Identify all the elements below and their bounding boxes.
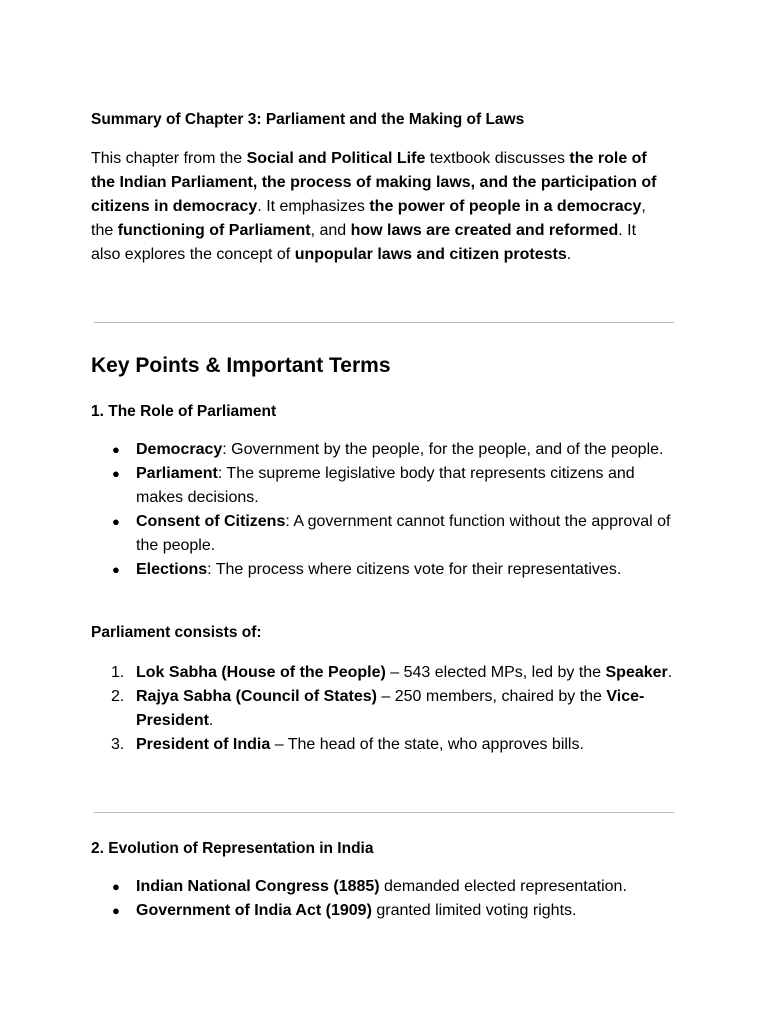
intro-segment: , and (310, 222, 351, 239)
term-tail: . (667, 664, 673, 681)
list-item (91, 899, 681, 923)
term-description: : Government by the people, for the people, and of the people. (222, 441, 664, 458)
role-bullet-list (91, 438, 681, 582)
term-description: demanded elected representation. (379, 878, 627, 895)
bullet-icon: ● (112, 442, 120, 457)
list-item (91, 685, 681, 733)
term-description: – 250 members, chaired by the (376, 688, 607, 705)
subsection-heading-evolution: 2. Evolution of Representation in India (91, 840, 374, 857)
intro-paragraph (91, 147, 661, 267)
intro-segment-bold: the power of people in a democracy (369, 198, 642, 215)
bullet-icon: ● (112, 514, 120, 529)
list-item (91, 661, 681, 685)
term-label: Consent of Citizens (136, 513, 286, 530)
intro-segment: . It also explores the concept of (91, 222, 637, 263)
intro-segment: , the (91, 198, 646, 239)
bullet-icon: ● (112, 903, 120, 918)
horizontal-divider (94, 322, 674, 323)
term-description: : A government cannot function without the approval of the people. (136, 513, 671, 554)
subsection-heading-role: 1. The Role of Parliament (91, 403, 277, 420)
term-label-secondary: Speaker (605, 664, 668, 681)
intro-segment: . (566, 246, 572, 263)
term-label: Indian National Congress (1885) (136, 878, 380, 895)
term-description: : The supreme legislative body that represents citizens and makes decisions. (136, 465, 635, 506)
intro-segment-bold: functioning of Parliament (117, 222, 311, 239)
term-label: Elections (136, 561, 208, 578)
intro-segment-bold: Social and Political Life (246, 150, 426, 167)
bullet-icon: ● (112, 562, 120, 577)
list-item (91, 558, 681, 582)
bullet-icon: ● (112, 466, 120, 481)
list-number: 1. (111, 664, 125, 681)
term-label-secondary: Vice-President (136, 688, 645, 729)
list-number: 2. (111, 688, 125, 705)
term-label: President of India (136, 736, 271, 753)
parliament-parts-list (91, 661, 681, 757)
list-item (91, 438, 681, 462)
term-description: granted limited voting rights. (371, 902, 577, 919)
term-label: Democracy (136, 441, 223, 458)
list-item (91, 875, 681, 899)
list-item (91, 733, 681, 757)
term-description: – 543 elected MPs, led by the (385, 664, 606, 681)
list-item (91, 510, 681, 558)
term-tail: . (208, 712, 214, 729)
intro-segment-bold: how laws are created and reformed (350, 222, 619, 239)
term-label: Rajya Sabha (Council of States) (136, 688, 377, 705)
term-label: Lok Sabha (House of the People) (136, 664, 386, 681)
bullet-icon: ● (112, 879, 120, 894)
term-label: Parliament (136, 465, 218, 482)
section-heading-key-points: Key Points & Important Terms (91, 354, 391, 377)
list-item (91, 462, 681, 510)
document-title: Summary of Chapter 3: Parliament and the Making of Laws (91, 111, 525, 128)
intro-segment: This chapter from the (91, 150, 247, 167)
intro-segment-bold: unpopular laws and citizen protests (294, 246, 567, 263)
intro-segment: . It emphasizes (257, 198, 370, 215)
subsection-heading-consists: Parliament consists of: (91, 624, 262, 641)
list-number: 3. (111, 736, 125, 753)
term-description: : The process where citizens vote for their representatives. (207, 561, 622, 578)
horizontal-divider (94, 812, 674, 813)
evolution-bullet-list (91, 875, 681, 923)
term-description: – The head of the state, who approves bills. (270, 736, 584, 753)
term-label: Government of India Act (1909) (136, 902, 372, 919)
intro-segment: textbook discusses (425, 150, 570, 167)
intro-segment-bold: the role of the Indian Parliament, the process of making laws, and the participation of citizens in democracy (91, 150, 657, 215)
